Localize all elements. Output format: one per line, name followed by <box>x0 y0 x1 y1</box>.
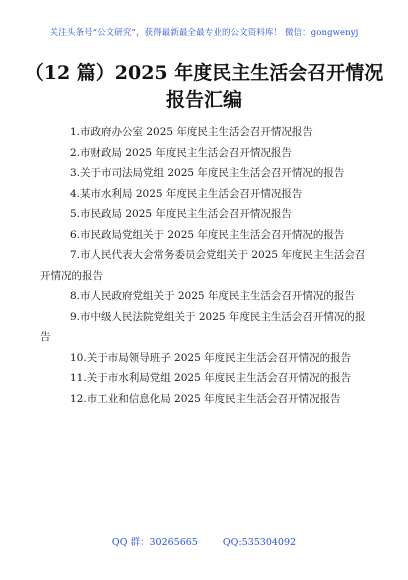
qq-group-number: QQ 群：30265665 <box>111 537 198 548</box>
toc-item: 6.市民政局党组关于 2025 年度民主生活会召开情况的报告 <box>70 228 345 241</box>
footer-contact <box>0 534 408 548</box>
title-line-2: 报告汇编 <box>165 89 242 111</box>
toc-item: 7.市人民代表大会常务委员会党组关于 2025 年度民主生活会召开情况的报告 <box>40 249 366 282</box>
toc-item: 10.关于市局领导班子 2025 年度民主生活会召开情况的报告 <box>70 351 352 364</box>
toc-item: 5.市民政局 2025 年度民主生活会召开情况报告 <box>70 208 292 220</box>
toc-item: 11.关于市水利局党组 2025 年度民主生活会召开情况的报告 <box>70 372 352 384</box>
toc-item: 3.关于市司法局党组 2025 年度民主生活会召开情况的报告 <box>70 167 345 179</box>
toc-item: 1.市政府办公室 2025 年度民主生活会召开情况报告 <box>70 126 313 138</box>
promo-banner: 关注头条号“公文研究”，获得最新最全最专业的公文资料库！ 微信：gongwenyj <box>49 28 359 38</box>
title-line-1: （12 篇）2025 年度民主生活会召开情况 <box>24 62 384 84</box>
table-of-contents <box>40 122 370 409</box>
toc-item: 8.市人民政府党组关于 2025 年度民主生活会召开情况的报告 <box>70 290 355 302</box>
toc-item: 2.市财政局 2025 年度民主生活会召开情况报告 <box>70 146 292 159</box>
document-title <box>0 60 408 114</box>
toc-item: 4.某市水利局 2025 年度民主生活会召开情况报告 <box>70 187 303 200</box>
qq-number: QQ:535304092 <box>222 537 297 548</box>
toc-item: 12.市工业和信息化局 2025 年度民主生活会召开情况报告 <box>70 392 341 405</box>
toc-item: 9.市中级人民法院党组关于 2025 年度民主生活会召开情况的报告 <box>40 310 366 343</box>
